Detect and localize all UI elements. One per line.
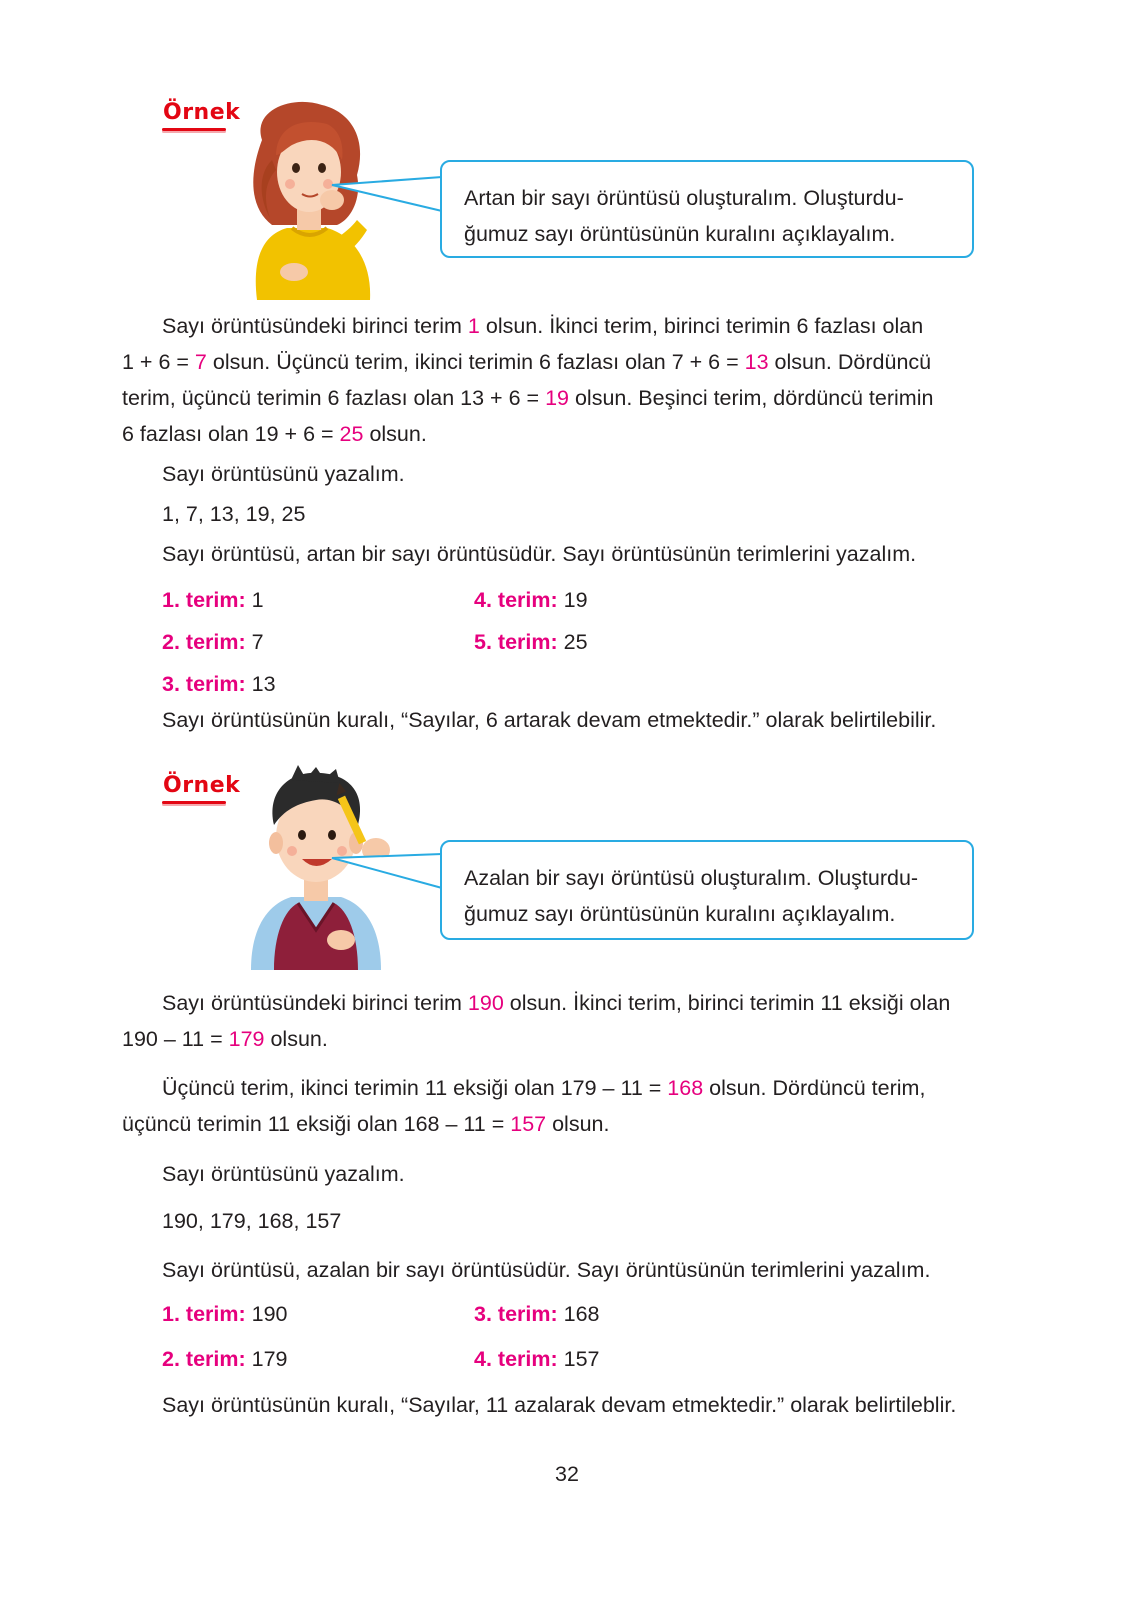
example-1-label-underline xyxy=(162,128,226,131)
term-item: 4. terim: 157 xyxy=(474,1347,600,1371)
paragraph-line: Sayı örüntüsündeki birinci terim 190 olsun. İkinci terim, birinci terimin 11 eksiği olan xyxy=(162,991,951,1015)
highlighted-value: 190 xyxy=(467,991,504,1015)
highlighted-value: 157 xyxy=(510,1112,547,1136)
term-item: 5. terim: 25 xyxy=(474,630,588,654)
sequence-text: 190, 179, 168, 157 xyxy=(162,1209,342,1233)
example-2-label: Örnek xyxy=(163,773,241,798)
write-pattern-text: Sayı örüntüsünü yazalım. xyxy=(162,462,405,486)
sequence-text: 1, 7, 13, 19, 25 xyxy=(162,502,306,526)
paragraph-line: 6 fazlası olan 19 + 6 = 25 olsun. xyxy=(122,422,427,446)
paragraph-line: üçüncü terimin 11 eksiği olan 168 – 11 = 157 olsun. xyxy=(122,1112,610,1136)
type-statement: Sayı örüntüsü, artan bir sayı örüntüsüdür. Sayı örüntüsünün terimlerini yazalım. xyxy=(162,542,917,566)
term-item: 1. terim: 1 xyxy=(162,588,264,612)
example-2-label-underline xyxy=(162,801,226,804)
speech-pointer-1 xyxy=(330,175,444,215)
paragraph-line: 190 – 11 = 179 olsun. xyxy=(122,1027,328,1051)
term-item: 3. terim: 13 xyxy=(162,672,276,696)
highlighted-value: 168 xyxy=(667,1076,704,1100)
speech-line: ğumuz sayı örüntüsünün kuralını açıklayalım. xyxy=(464,222,896,246)
page-number: 32 xyxy=(555,1462,579,1486)
highlighted-value: 7 xyxy=(194,350,207,374)
highlighted-value: 13 xyxy=(744,350,769,374)
example-1-label: Örnek xyxy=(163,100,241,125)
highlighted-value: 25 xyxy=(339,422,364,446)
term-item: 1. terim: 190 xyxy=(162,1302,288,1326)
term-item: 4. terim: 19 xyxy=(474,588,588,612)
highlighted-value: 179 xyxy=(228,1027,265,1051)
paragraph-line: Üçüncü terim, ikinci terimin 11 eksiği olan 179 – 11 = 168 olsun. Dördüncü terim, xyxy=(162,1076,926,1100)
rule-text: Sayı örüntüsünün kuralı, “Sayılar, 11 azalarak devam etmektedir.” olarak belirtileblir. xyxy=(162,1393,957,1417)
term-item: 3. terim: 168 xyxy=(474,1302,600,1326)
paragraph-line: 1 + 6 = 7 olsun. Üçüncü terim, ikinci terimin 6 fazlası olan 7 + 6 = 13 olsun. Dördüncü xyxy=(122,350,932,374)
term-item: 2. terim: 179 xyxy=(162,1347,288,1371)
speech-line: Azalan bir sayı örüntüsü oluşturalım. Oluşturdu- xyxy=(464,866,919,890)
speech-bubble-1 xyxy=(440,160,974,258)
rule-text: Sayı örüntüsünün kuralı, “Sayılar, 6 artarak devam etmektedir.” olarak belirtilebilir. xyxy=(162,708,937,732)
write-pattern-text: Sayı örüntüsünü yazalım. xyxy=(162,1162,405,1186)
speech-line: ğumuz sayı örüntüsünün kuralını açıklayalım. xyxy=(464,902,896,926)
type-statement: Sayı örüntüsü, azalan bir sayı örüntüsüdür. Sayı örüntüsünün terimlerini yazalım. xyxy=(162,1258,931,1282)
term-item: 2. terim: 7 xyxy=(162,630,264,654)
speech-bubble-2 xyxy=(440,840,974,940)
highlighted-value: 19 xyxy=(545,386,569,410)
speech-line: Artan bir sayı örüntüsü oluşturalım. Oluşturdu- xyxy=(464,186,904,210)
speech-pointer-2 xyxy=(330,852,444,892)
highlighted-value: 1 xyxy=(467,314,480,338)
paragraph-line: Sayı örüntüsündeki birinci terim 1 olsun. İkinci terim, birinci terimin 6 fazlası olan xyxy=(162,314,924,338)
paragraph-line: terim, üçüncü terimin 6 fazlası olan 13 + 6 = 19 olsun. Beşinci terim, dördüncü terimin xyxy=(122,386,934,410)
